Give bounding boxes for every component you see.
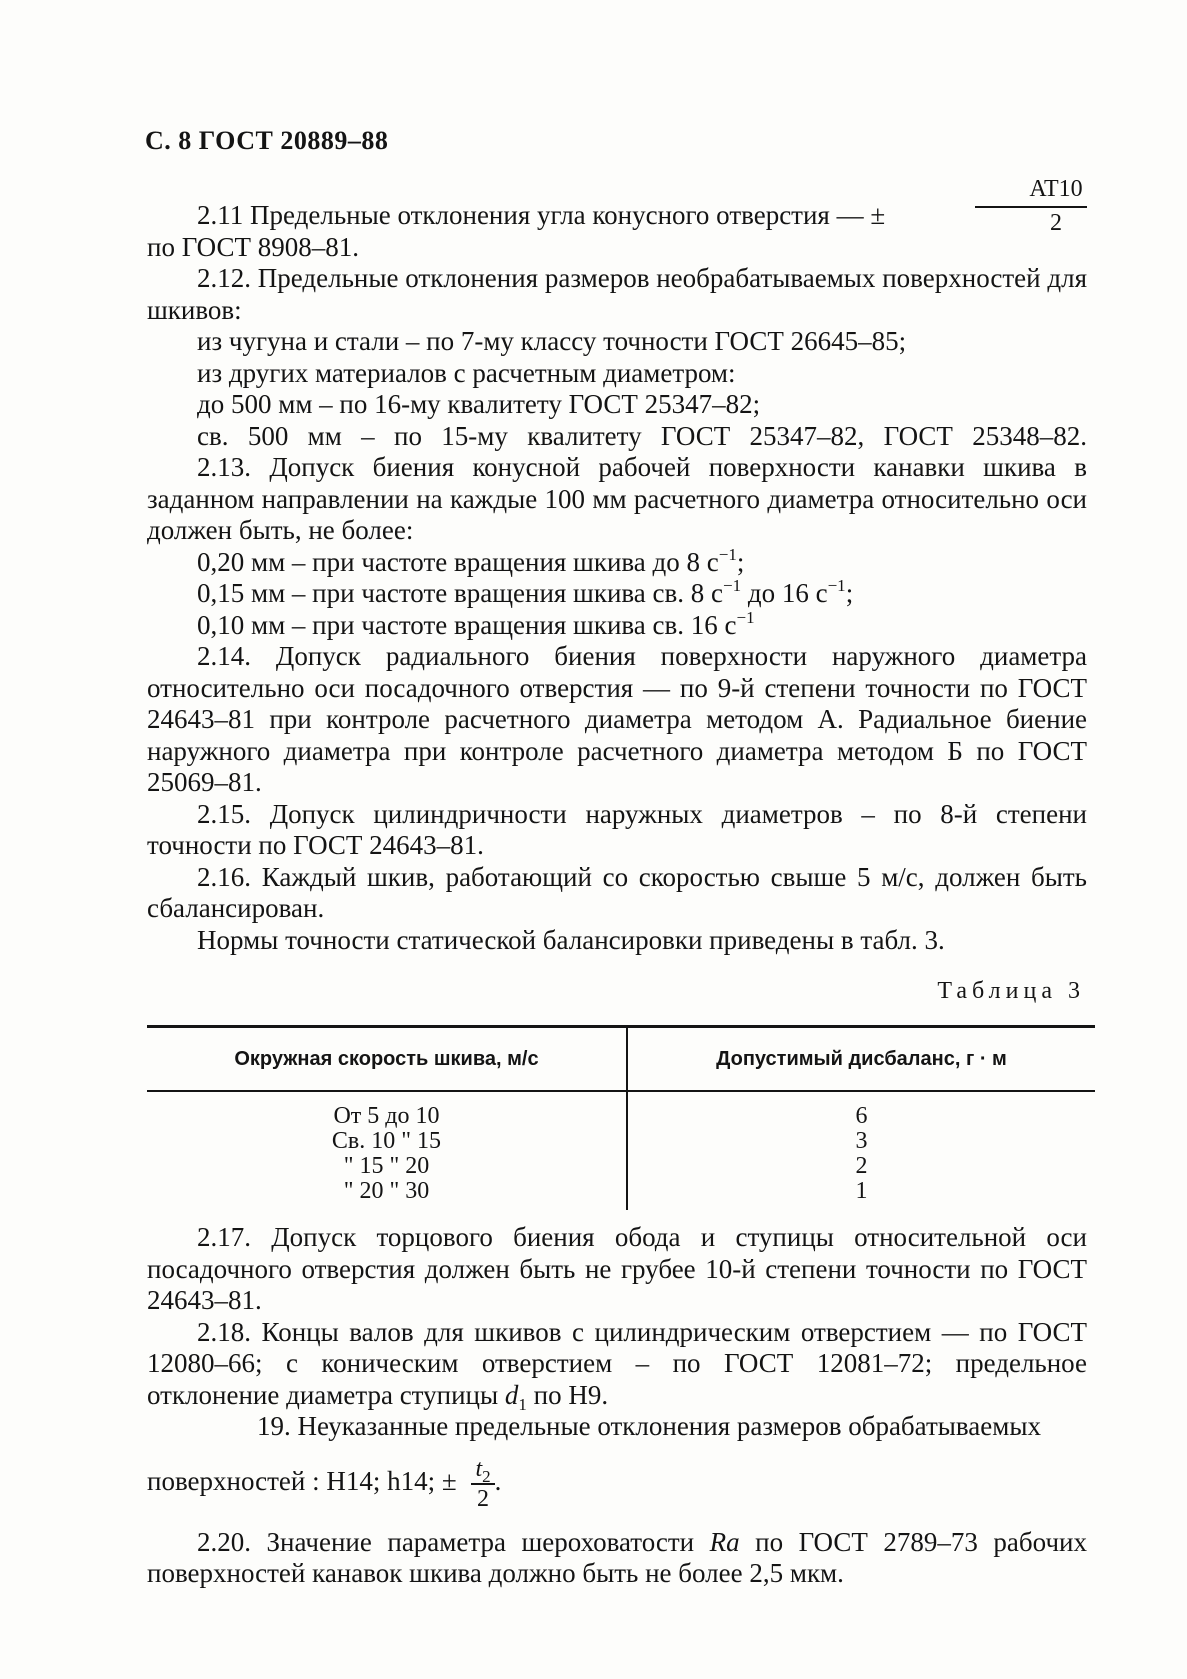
superscript: −1 xyxy=(827,576,846,595)
paragraph-2-17: 2.17. Допуск торцового биения обода и ступицы относительной оси посадочного отверстия должен быть не грубее 10-й степени точности по ГОСТ 24643–81. xyxy=(147,1222,1087,1315)
list-item xyxy=(197,607,1087,642)
table-cell: От 5 до 10 xyxy=(333,1103,440,1129)
paragraph-text: по ГОСТ 2789–73 рабочих поверхностей канавок шкива должно быть не более 2,5 мкм. xyxy=(147,1526,1087,1588)
fraction-numerator: AT10 xyxy=(975,174,1087,208)
paragraph-2-11-text: 2.11 Предельные отклонения угла конусного отверстия — ± xyxy=(197,200,886,230)
item-end: ; xyxy=(736,546,745,577)
main-text xyxy=(147,176,1087,956)
table-column-imbalance xyxy=(626,1092,1095,1210)
paragraph-text: поверхностей : Н14; h14; ± xyxy=(147,1465,457,1496)
paragraph-2-18 xyxy=(147,1317,1087,1412)
fraction-numerator xyxy=(471,1455,494,1485)
table-cell: " 20 " 30 xyxy=(343,1178,430,1204)
superscript: −1 xyxy=(718,544,737,564)
table-cell: " 15 " 20 xyxy=(343,1153,430,1179)
table-cell: 3 xyxy=(855,1128,868,1154)
paragraph-2-15: 2.15. Допуск цилиндричности наружных диаметров – по 8-й степени точности по ГОСТ 24643–81. xyxy=(147,798,1087,860)
paragraph-end: . xyxy=(494,1465,502,1496)
superscript: −1 xyxy=(723,576,742,595)
paragraph-2-11 xyxy=(147,176,1087,236)
variable-d: d xyxy=(504,1379,519,1410)
paragraph-2-12: 2.12. Предельные отклонения размеров необрабатываемых поверхностей для шкивов: xyxy=(147,263,1087,325)
main-text-continued xyxy=(147,1222,1087,1590)
subscript: 1 xyxy=(518,1394,527,1414)
paragraph-2-14: 2.14. Допуск радиального биения поверхности наружного диаметра относительно оси посадочного отверстия — по 9-й степени точности по ГОСТ 24643–81 при контроле расчетного диаметра методом А. Радиальное биение наружного диаметра при контроле расчетного диаметра методом Б по ГОСТ 25069–81. xyxy=(147,641,1087,797)
subscript: 2 xyxy=(482,1466,491,1486)
fraction-denominator: 2 xyxy=(1050,210,1062,236)
page-header: С. 8 ГОСТ 20889–88 xyxy=(145,126,389,155)
fraction-t2 xyxy=(471,1455,494,1513)
paragraph-2-11-cont: по ГОСТ 8908–81. xyxy=(147,231,359,262)
column-header: Допустимый дисбаланс, г · м xyxy=(626,1028,1095,1090)
paragraph-2-16: 2.16. Каждый шкив, работающий со скоростью свыше 5 м/с, должен быть сбалансирован. xyxy=(147,861,1087,923)
item-text: 0,20 мм – при частоте вращения шкива до 8 с xyxy=(197,546,719,577)
paragraph-2-20 xyxy=(147,1527,1087,1590)
paragraph-2-19-cont xyxy=(147,1455,1087,1513)
item-text: 0,10 мм – при частоте вращения шкива св. 16 с xyxy=(197,609,737,640)
item-text: 0,15 мм – при частоте вращения шкива св. 8 с xyxy=(197,578,724,608)
paragraph-text: 2.18. Концы валов для шкивов с цилиндрическим отверстием — по ГОСТ 12080–66; с коническим отверстием – по ГОСТ 12081–72; предельное отклонение диаметра ступицы xyxy=(147,1316,1087,1410)
table-cell: Св. 10 " 15 xyxy=(331,1128,442,1154)
list-item: до 500 мм – по 16-му квалитету ГОСТ 25347–82; xyxy=(197,389,761,419)
spacer xyxy=(147,1513,1087,1527)
table-body xyxy=(147,1092,1095,1210)
column-header: Окружная скорость шкива, м/с xyxy=(234,1047,539,1070)
list-item: из чугуна и стали – по 7-му классу точности ГОСТ 26645–85; xyxy=(197,326,907,356)
variable-t: t xyxy=(475,1455,483,1482)
item-end: ; xyxy=(845,578,854,608)
table-cell: 2 xyxy=(855,1153,868,1179)
table-3 xyxy=(147,1025,1095,1210)
paragraph-2-19: 19. Неуказанные предельные отклонения размеров обрабатываемых xyxy=(257,1411,1041,1441)
list-item: св. 500 мм – по 15-му квалитету ГОСТ 25347–82, ГОСТ 25348–82. xyxy=(197,420,1087,451)
paragraph-2-16-note: Нормы точности статической балансировки приведены в табл. 3. xyxy=(197,924,945,955)
variable-ra: Ra xyxy=(709,1526,740,1557)
table-column-speed xyxy=(147,1092,626,1210)
paragraph-text: 2.20. Значение параметра шероховатости xyxy=(197,1526,710,1557)
table-header-row xyxy=(147,1028,1095,1090)
item-text: до 16 с xyxy=(741,578,828,608)
list-item xyxy=(197,544,1087,579)
fraction-denominator: 2 xyxy=(477,1485,490,1512)
table-cell: 6 xyxy=(855,1103,868,1129)
table-cell: 1 xyxy=(855,1178,868,1204)
superscript: −1 xyxy=(736,607,755,627)
fraction-at10 xyxy=(975,174,1087,238)
paragraph-end: по Н9. xyxy=(526,1379,609,1410)
paragraph-2-13: 2.13. Допуск биения конусной рабочей поверхности канавки шкива в заданном направлении на каждые 100 мм расчетного диаметра относительно оси должен быть, не более: xyxy=(147,452,1087,545)
table-title: Таблица 3 xyxy=(937,978,1085,1004)
list-item xyxy=(197,578,1087,610)
list-item: из других материалов с расчетным диаметром: xyxy=(197,357,736,388)
